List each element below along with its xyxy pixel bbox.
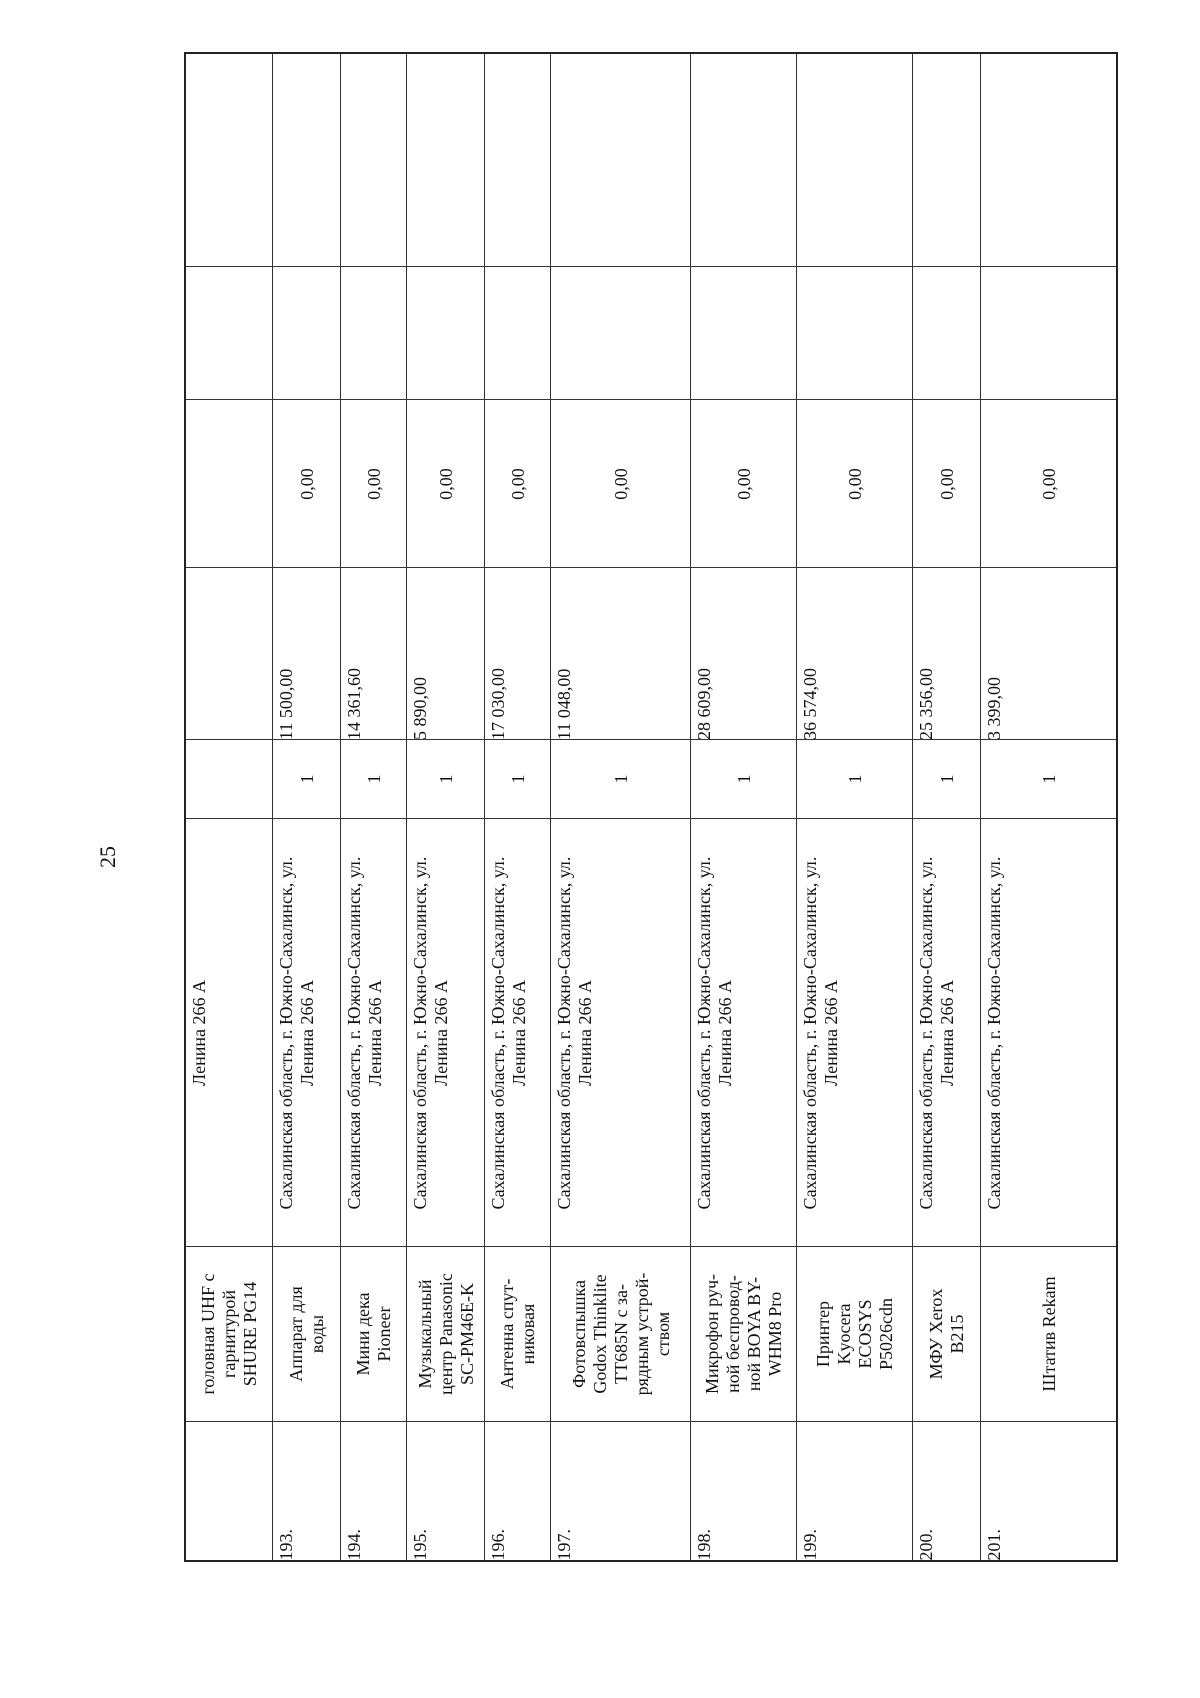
cell-qty [551, 739, 690, 818]
residual-text: 0,00 [610, 467, 630, 500]
cell-extra1 [341, 266, 406, 399]
cell-qty [797, 739, 912, 818]
cell-address [273, 818, 340, 1246]
cell-name [551, 1246, 690, 1421]
name-text: Godox Thinklite [589, 1274, 609, 1394]
address-text: Ленина 266 А [508, 979, 529, 1086]
cell-residual [186, 399, 272, 567]
cost-text: 28 609,00 [693, 667, 714, 740]
address-text: Ленина 266 А [714, 979, 735, 1086]
name-text: ством [652, 1311, 672, 1357]
address-text: Сахалинская область, г. Южно-Сахалинск, ул. [553, 856, 574, 1209]
cell-name [341, 1246, 406, 1421]
cell-name [691, 1246, 796, 1421]
cell-extra1 [981, 266, 1116, 399]
cell-address [691, 818, 796, 1246]
qty-text: 1 [610, 774, 630, 784]
name-text: Принтер [812, 1300, 833, 1368]
address-text: Сахалинская область, г. Южно-Сахалинск, ул. [275, 856, 296, 1209]
name-text: ECOSYS [854, 1299, 875, 1369]
name-text: МФУ Xerox [925, 1288, 946, 1380]
residual-text: 0,00 [1038, 467, 1058, 500]
table-row-continuation [186, 54, 272, 1560]
name-text: Штатив Rekam [1038, 1276, 1058, 1392]
address-text: Ленина 266 А [574, 979, 595, 1086]
cell-name [981, 1246, 1116, 1421]
cell-extra1 [485, 266, 550, 399]
address-text: Ленина 266 А [430, 979, 451, 1086]
name-text: Pioneer [373, 1306, 394, 1362]
residual-text: 0,00 [507, 467, 527, 500]
table-row [340, 54, 406, 1560]
cell-address [186, 818, 272, 1246]
cell-extra1 [797, 266, 912, 399]
num-text: 196. [487, 1529, 508, 1561]
name-text: SC-PM46E-K [456, 1283, 476, 1386]
address-text: Сахалинская область, г. Южно-Сахалинск, ул. [983, 856, 1004, 1209]
qty-text: 1 [844, 774, 864, 784]
cell-extra2 [981, 54, 1116, 266]
cell-extra2 [551, 54, 690, 266]
num-text: 199. [799, 1529, 820, 1561]
name-text: центр Panasonic [435, 1273, 455, 1395]
cell-qty [913, 739, 980, 818]
address-text: Ленина 266 А [820, 979, 841, 1086]
cell-extra2 [407, 54, 484, 266]
cell-name [797, 1246, 912, 1421]
table-row [980, 54, 1116, 1560]
cell-extra2 [186, 54, 272, 266]
name-text: Антенна спут- [496, 1278, 517, 1390]
cell-qty [341, 739, 406, 818]
cell-extra1 [407, 266, 484, 399]
name-text: ной беспровод- [722, 1275, 743, 1393]
cell-cost [407, 567, 484, 739]
cell-num [981, 1421, 1116, 1560]
cell-extra1 [273, 266, 340, 399]
cell-residual [981, 399, 1116, 567]
page-number: 25 [95, 846, 120, 868]
cell-num [913, 1421, 980, 1560]
cell-address [407, 818, 484, 1246]
table-row [484, 54, 550, 1560]
cost-text: 36 574,00 [799, 667, 820, 740]
address-text: Сахалинская область, г. Южно-Сахалинск, ул. [409, 856, 430, 1209]
address-text: Ленина 266 А [296, 979, 317, 1086]
cell-extra1 [186, 266, 272, 399]
num-text: 201. [983, 1529, 1004, 1561]
address-text: Ленина 266 А [364, 979, 385, 1086]
cell-num [485, 1421, 550, 1560]
qty-text: 1 [733, 774, 753, 784]
cell-num [551, 1421, 690, 1560]
qty-text: 1 [936, 774, 956, 784]
name-text: SHURE PG14 [239, 1281, 260, 1387]
cell-residual [551, 399, 690, 567]
cell-residual [913, 399, 980, 567]
num-text: 195. [409, 1529, 430, 1561]
table-row [550, 54, 690, 1560]
cell-extra2 [913, 54, 980, 266]
cell-qty [407, 739, 484, 818]
num-text: 197. [553, 1529, 574, 1561]
address-text: Сахалинская область, г. Южно-Сахалинск, ул. [915, 856, 936, 1209]
table-row [796, 54, 912, 1560]
name-text: P5026cdn [875, 1298, 896, 1370]
cell-residual [273, 399, 340, 567]
cell-extra2 [485, 54, 550, 266]
address-text: Сахалинская область, г. Южно-Сахалинск, ул. [693, 856, 714, 1209]
cell-name [407, 1246, 484, 1421]
residual-text: 0,00 [733, 467, 753, 500]
cell-extra2 [273, 54, 340, 266]
cell-address [797, 818, 912, 1246]
cell-num [797, 1421, 912, 1560]
cell-cost [691, 567, 796, 739]
residual-text: 0,00 [363, 467, 383, 500]
cell-cost [273, 567, 340, 739]
table-row [690, 54, 796, 1560]
cell-address [913, 818, 980, 1246]
name-text: головная UHF с [197, 1273, 218, 1395]
cell-extra1 [691, 266, 796, 399]
cell-num [691, 1421, 796, 1560]
cell-qty [273, 739, 340, 818]
name-text: Аппарат для [285, 1286, 306, 1382]
name-text: Музыкальный [414, 1279, 434, 1389]
cost-text: 11 048,00 [553, 668, 574, 740]
cell-extra2 [797, 54, 912, 266]
name-text: гарнитурой [218, 1290, 239, 1378]
address-text: Ленина 266 А [936, 979, 957, 1086]
cell-address [341, 818, 406, 1246]
num-text: 194. [343, 1529, 364, 1561]
name-text: воды [306, 1314, 327, 1354]
cell-qty [186, 739, 272, 818]
cell-qty [485, 739, 550, 818]
cell-address [485, 818, 550, 1246]
residual-text: 0,00 [936, 467, 956, 500]
cell-cost [341, 567, 406, 739]
num-text: 200. [915, 1529, 936, 1561]
cost-text: 25 356,00 [915, 667, 936, 740]
cell-cost [913, 567, 980, 739]
name-text: ной BOYA BY- [743, 1276, 764, 1392]
cell-cost [981, 567, 1116, 739]
qty-text: 1 [1038, 774, 1058, 784]
cell-residual [407, 399, 484, 567]
qty-text: 1 [507, 774, 527, 784]
name-text: Мини дека [352, 1292, 373, 1376]
cell-residual [341, 399, 406, 567]
name-text: никовая [517, 1303, 538, 1365]
qty-text: 1 [435, 774, 455, 784]
cell-extra2 [341, 54, 406, 266]
cell-num [186, 1421, 272, 1560]
cell-extra1 [551, 266, 690, 399]
num-text: 193. [275, 1529, 296, 1561]
name-text: рядным устрой- [631, 1272, 651, 1396]
address-text: Сахалинская область, г. Южно-Сахалинск, ул. [343, 856, 364, 1209]
cell-cost [186, 567, 272, 739]
name-text: Фотовспышка [568, 1279, 588, 1389]
address-text: Сахалинская область, г. Южно-Сахалинск, ул. [799, 856, 820, 1209]
address-text: Ленина 266 А [189, 979, 209, 1086]
qty-text: 1 [363, 774, 383, 784]
cost-text: 11 500,00 [275, 668, 296, 740]
cell-cost [797, 567, 912, 739]
cell-qty [691, 739, 796, 818]
cell-address [981, 818, 1116, 1246]
cell-address [551, 818, 690, 1246]
cell-residual [485, 399, 550, 567]
cost-text: 5 890,00 [409, 676, 430, 740]
residual-text: 0,00 [435, 467, 455, 500]
table-row [272, 54, 340, 1560]
cell-cost [485, 567, 550, 739]
cost-text: 14 361,60 [343, 667, 364, 740]
address-text: Сахалинская область, г. Южно-Сахалинск, ул. [487, 856, 508, 1209]
cost-text: 17 030,00 [487, 667, 508, 740]
table-row [406, 54, 484, 1560]
residual-text: 0,00 [296, 467, 316, 500]
cell-extra2 [691, 54, 796, 266]
cell-residual [797, 399, 912, 567]
cost-text: 3 399,00 [983, 676, 1004, 740]
qty-text: 1 [296, 774, 316, 784]
table-row [912, 54, 980, 1560]
residual-text: 0,00 [844, 467, 864, 500]
inventory-table [184, 52, 1118, 1562]
num-text: 198. [693, 1529, 714, 1561]
cell-num [273, 1421, 340, 1560]
name-text: B215 [946, 1314, 967, 1354]
name-text: Микрофон руч- [701, 1274, 722, 1394]
name-text: TT685N с за- [610, 1283, 630, 1385]
cell-num [407, 1421, 484, 1560]
name-text: Kyocera [833, 1303, 854, 1365]
cell-name [273, 1246, 340, 1421]
cell-residual [691, 399, 796, 567]
cell-num [341, 1421, 406, 1560]
cell-qty [981, 739, 1116, 818]
name-text: WHM8 Pro [764, 1291, 785, 1377]
cell-name [186, 1246, 272, 1421]
cell-extra1 [913, 266, 980, 399]
cell-name [485, 1246, 550, 1421]
cell-cost [551, 567, 690, 739]
cell-name [913, 1246, 980, 1421]
